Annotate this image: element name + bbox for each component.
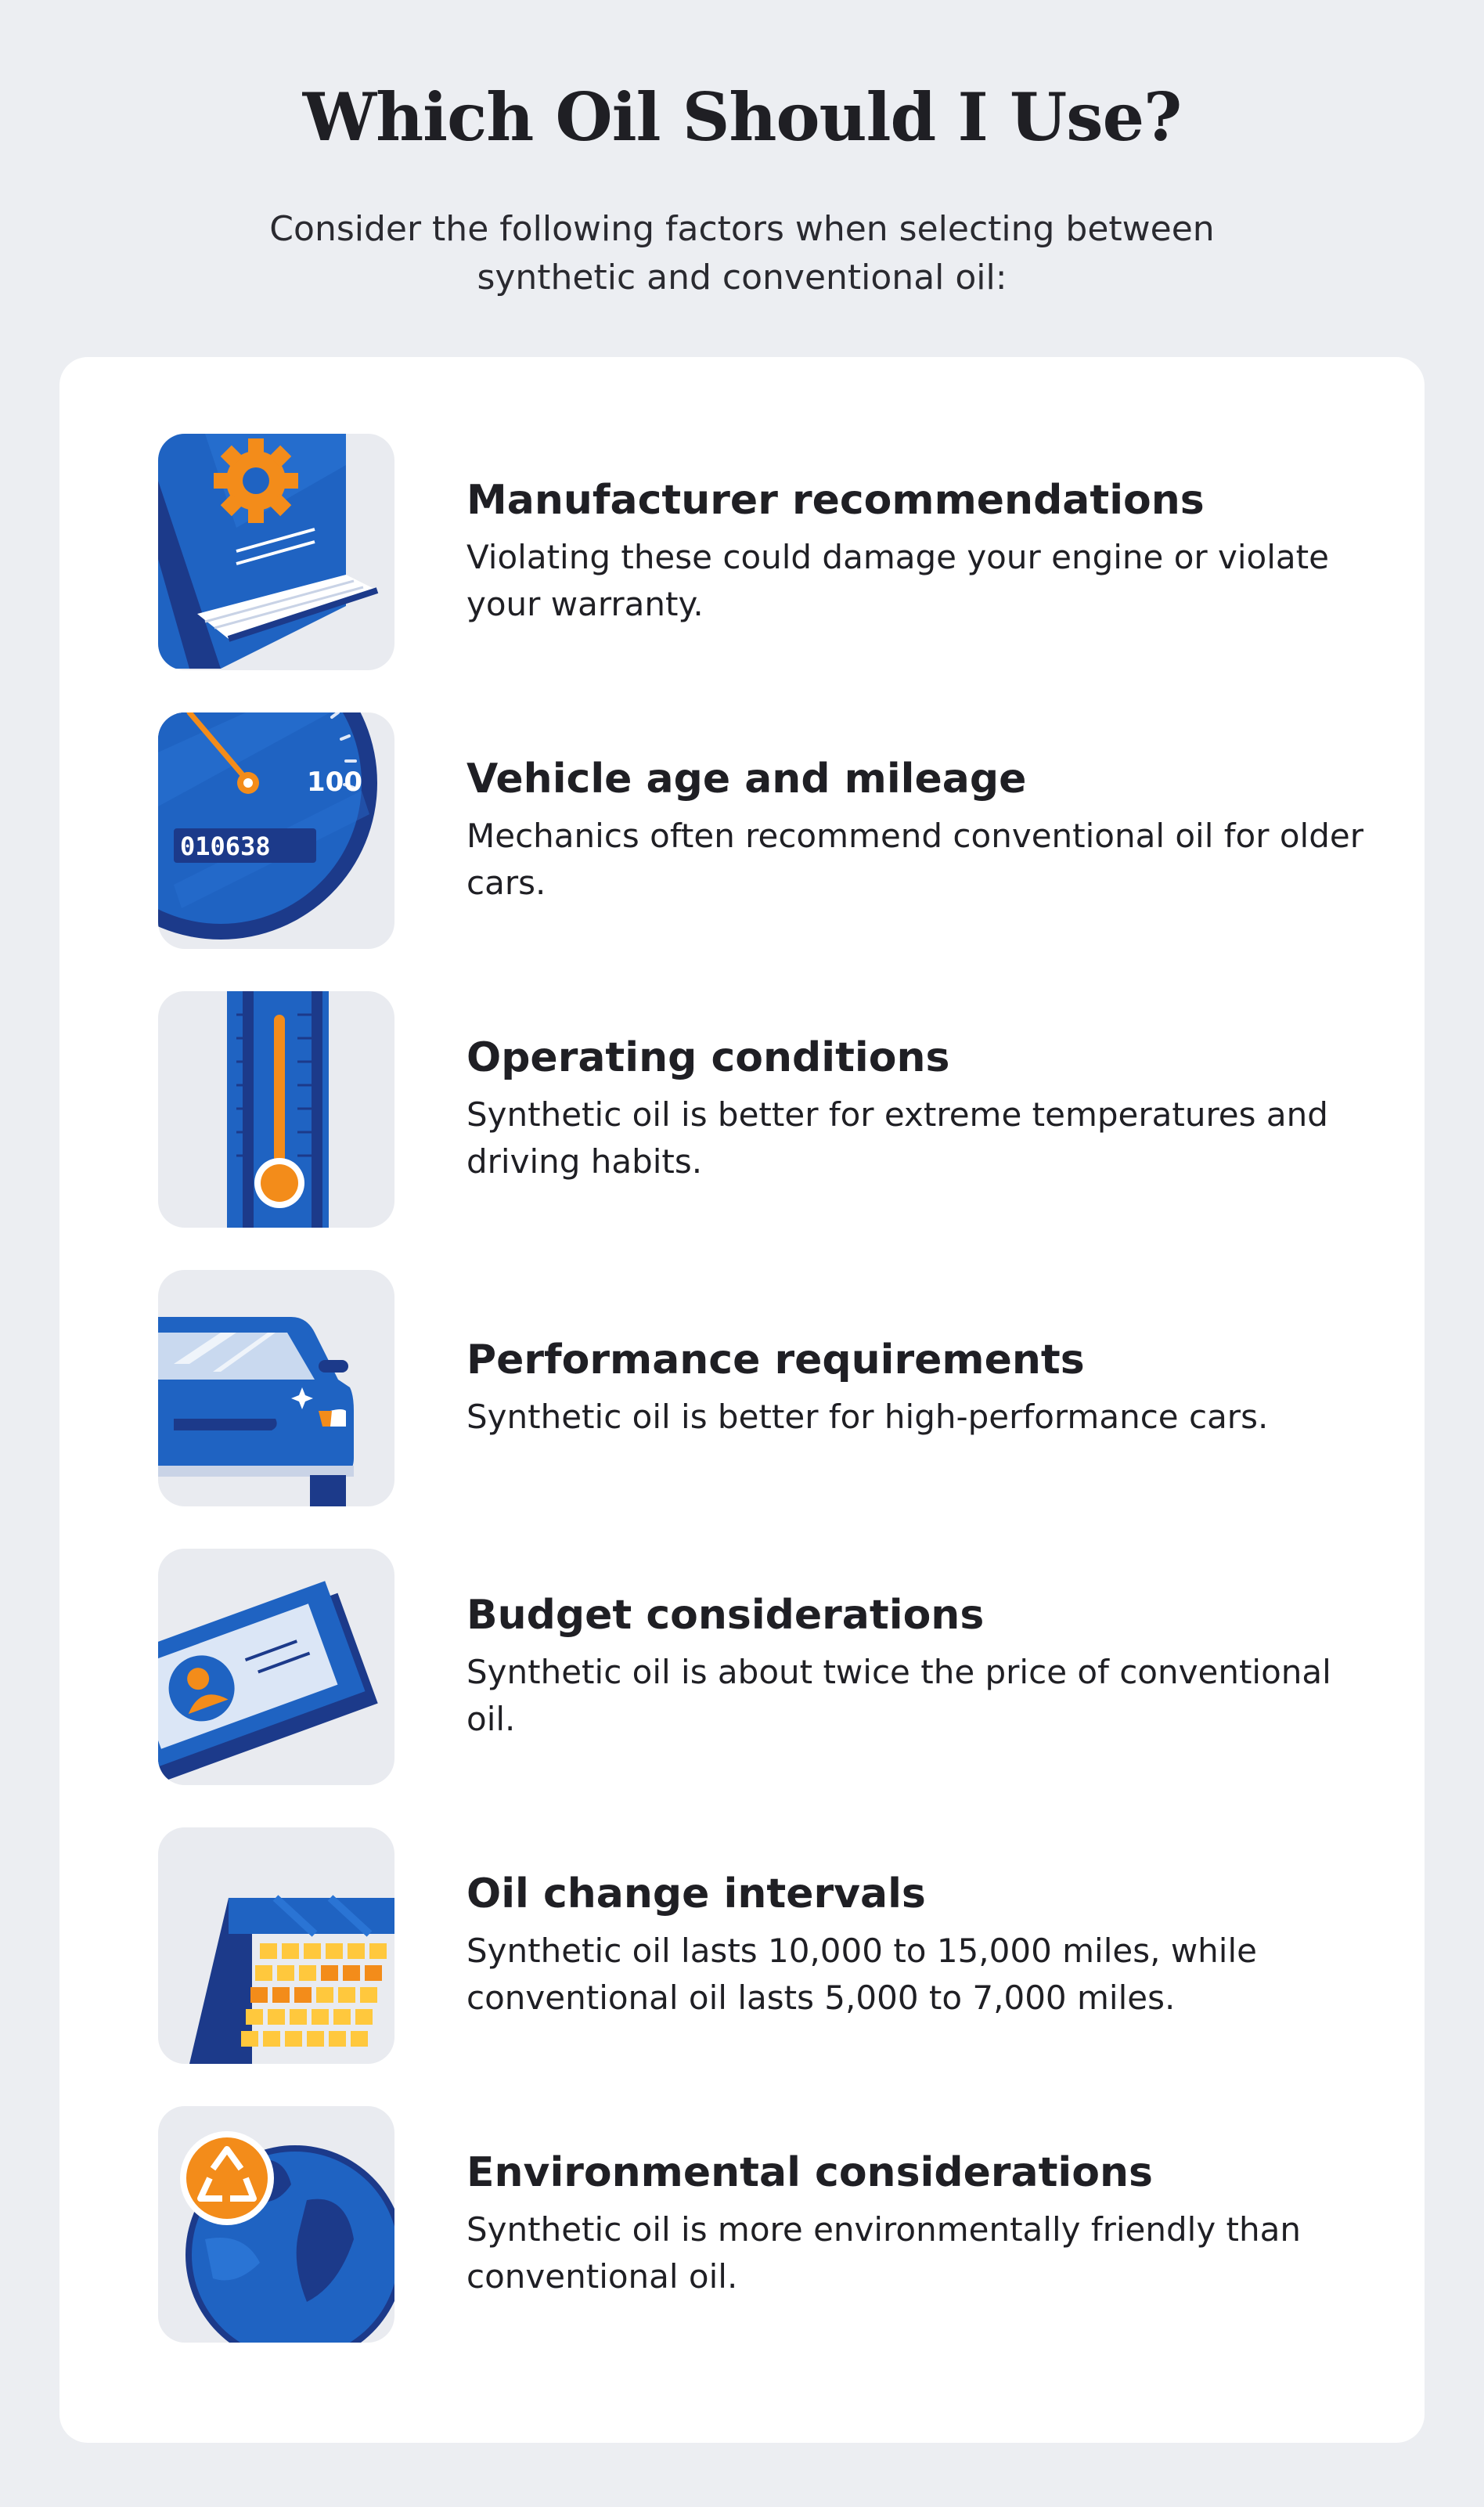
thermometer-icon bbox=[158, 991, 394, 1228]
page-title: Which Oil Should I Use? bbox=[302, 78, 1182, 156]
factor-item-manufacturer bbox=[158, 434, 1379, 670]
factor-item-budget bbox=[158, 1549, 1379, 1785]
factor-description: Violating these could damage your engine or violate your warranty. bbox=[466, 538, 1329, 623]
factor-description: Mechanics often recommend conventional oil for older cars. bbox=[466, 817, 1363, 902]
page-subtitle: Consider the following factors when selecting between synthetic and conventional oil: bbox=[269, 209, 1215, 298]
factors-card bbox=[59, 357, 1425, 2443]
factor-title: Operating conditions bbox=[466, 1034, 950, 1081]
factor-description: Synthetic oil is more environmentally friendly than conventional oil. bbox=[466, 2210, 1301, 2296]
factor-description: Synthetic oil is about twice the price of conventional oil. bbox=[466, 1653, 1331, 1738]
factor-description: Synthetic oil is better for extreme temperatures and driving habits. bbox=[466, 1095, 1328, 1181]
factor-item-intervals bbox=[158, 1827, 1379, 2064]
factor-title: Environmental considerations bbox=[466, 2149, 1153, 2196]
odometer-value: 010638 bbox=[180, 831, 271, 861]
factor-item-operating-conditions bbox=[158, 991, 1379, 1228]
factor-title: Budget considerations bbox=[466, 1592, 985, 1639]
calendar-icon bbox=[158, 1827, 394, 2064]
factor-description: Synthetic oil is better for high-performance cars. bbox=[466, 1398, 1269, 1436]
car-icon bbox=[158, 1270, 394, 1506]
speed-label: 100 bbox=[307, 767, 362, 798]
factor-item-vehicle-age bbox=[158, 712, 1379, 949]
factor-title: Performance requirements bbox=[466, 1336, 1085, 1383]
globe-recycle-icon bbox=[158, 2106, 394, 2343]
factor-item-environmental bbox=[158, 2106, 1379, 2343]
factor-description: Synthetic oil lasts 10,000 to 15,000 miles, while conventional oil lasts 5,000 to 7,000 miles. bbox=[466, 1932, 1257, 2017]
factor-item-performance bbox=[158, 1270, 1379, 1506]
factor-title: Vehicle age and mileage bbox=[466, 756, 1027, 803]
factor-title: Oil change intervals bbox=[466, 1870, 926, 1917]
factor-title: Manufacturer recommendations bbox=[466, 477, 1205, 524]
cash-money-icon bbox=[158, 1549, 394, 1785]
manual-book-icon bbox=[158, 434, 394, 670]
speedometer-odometer-icon bbox=[158, 712, 394, 949]
